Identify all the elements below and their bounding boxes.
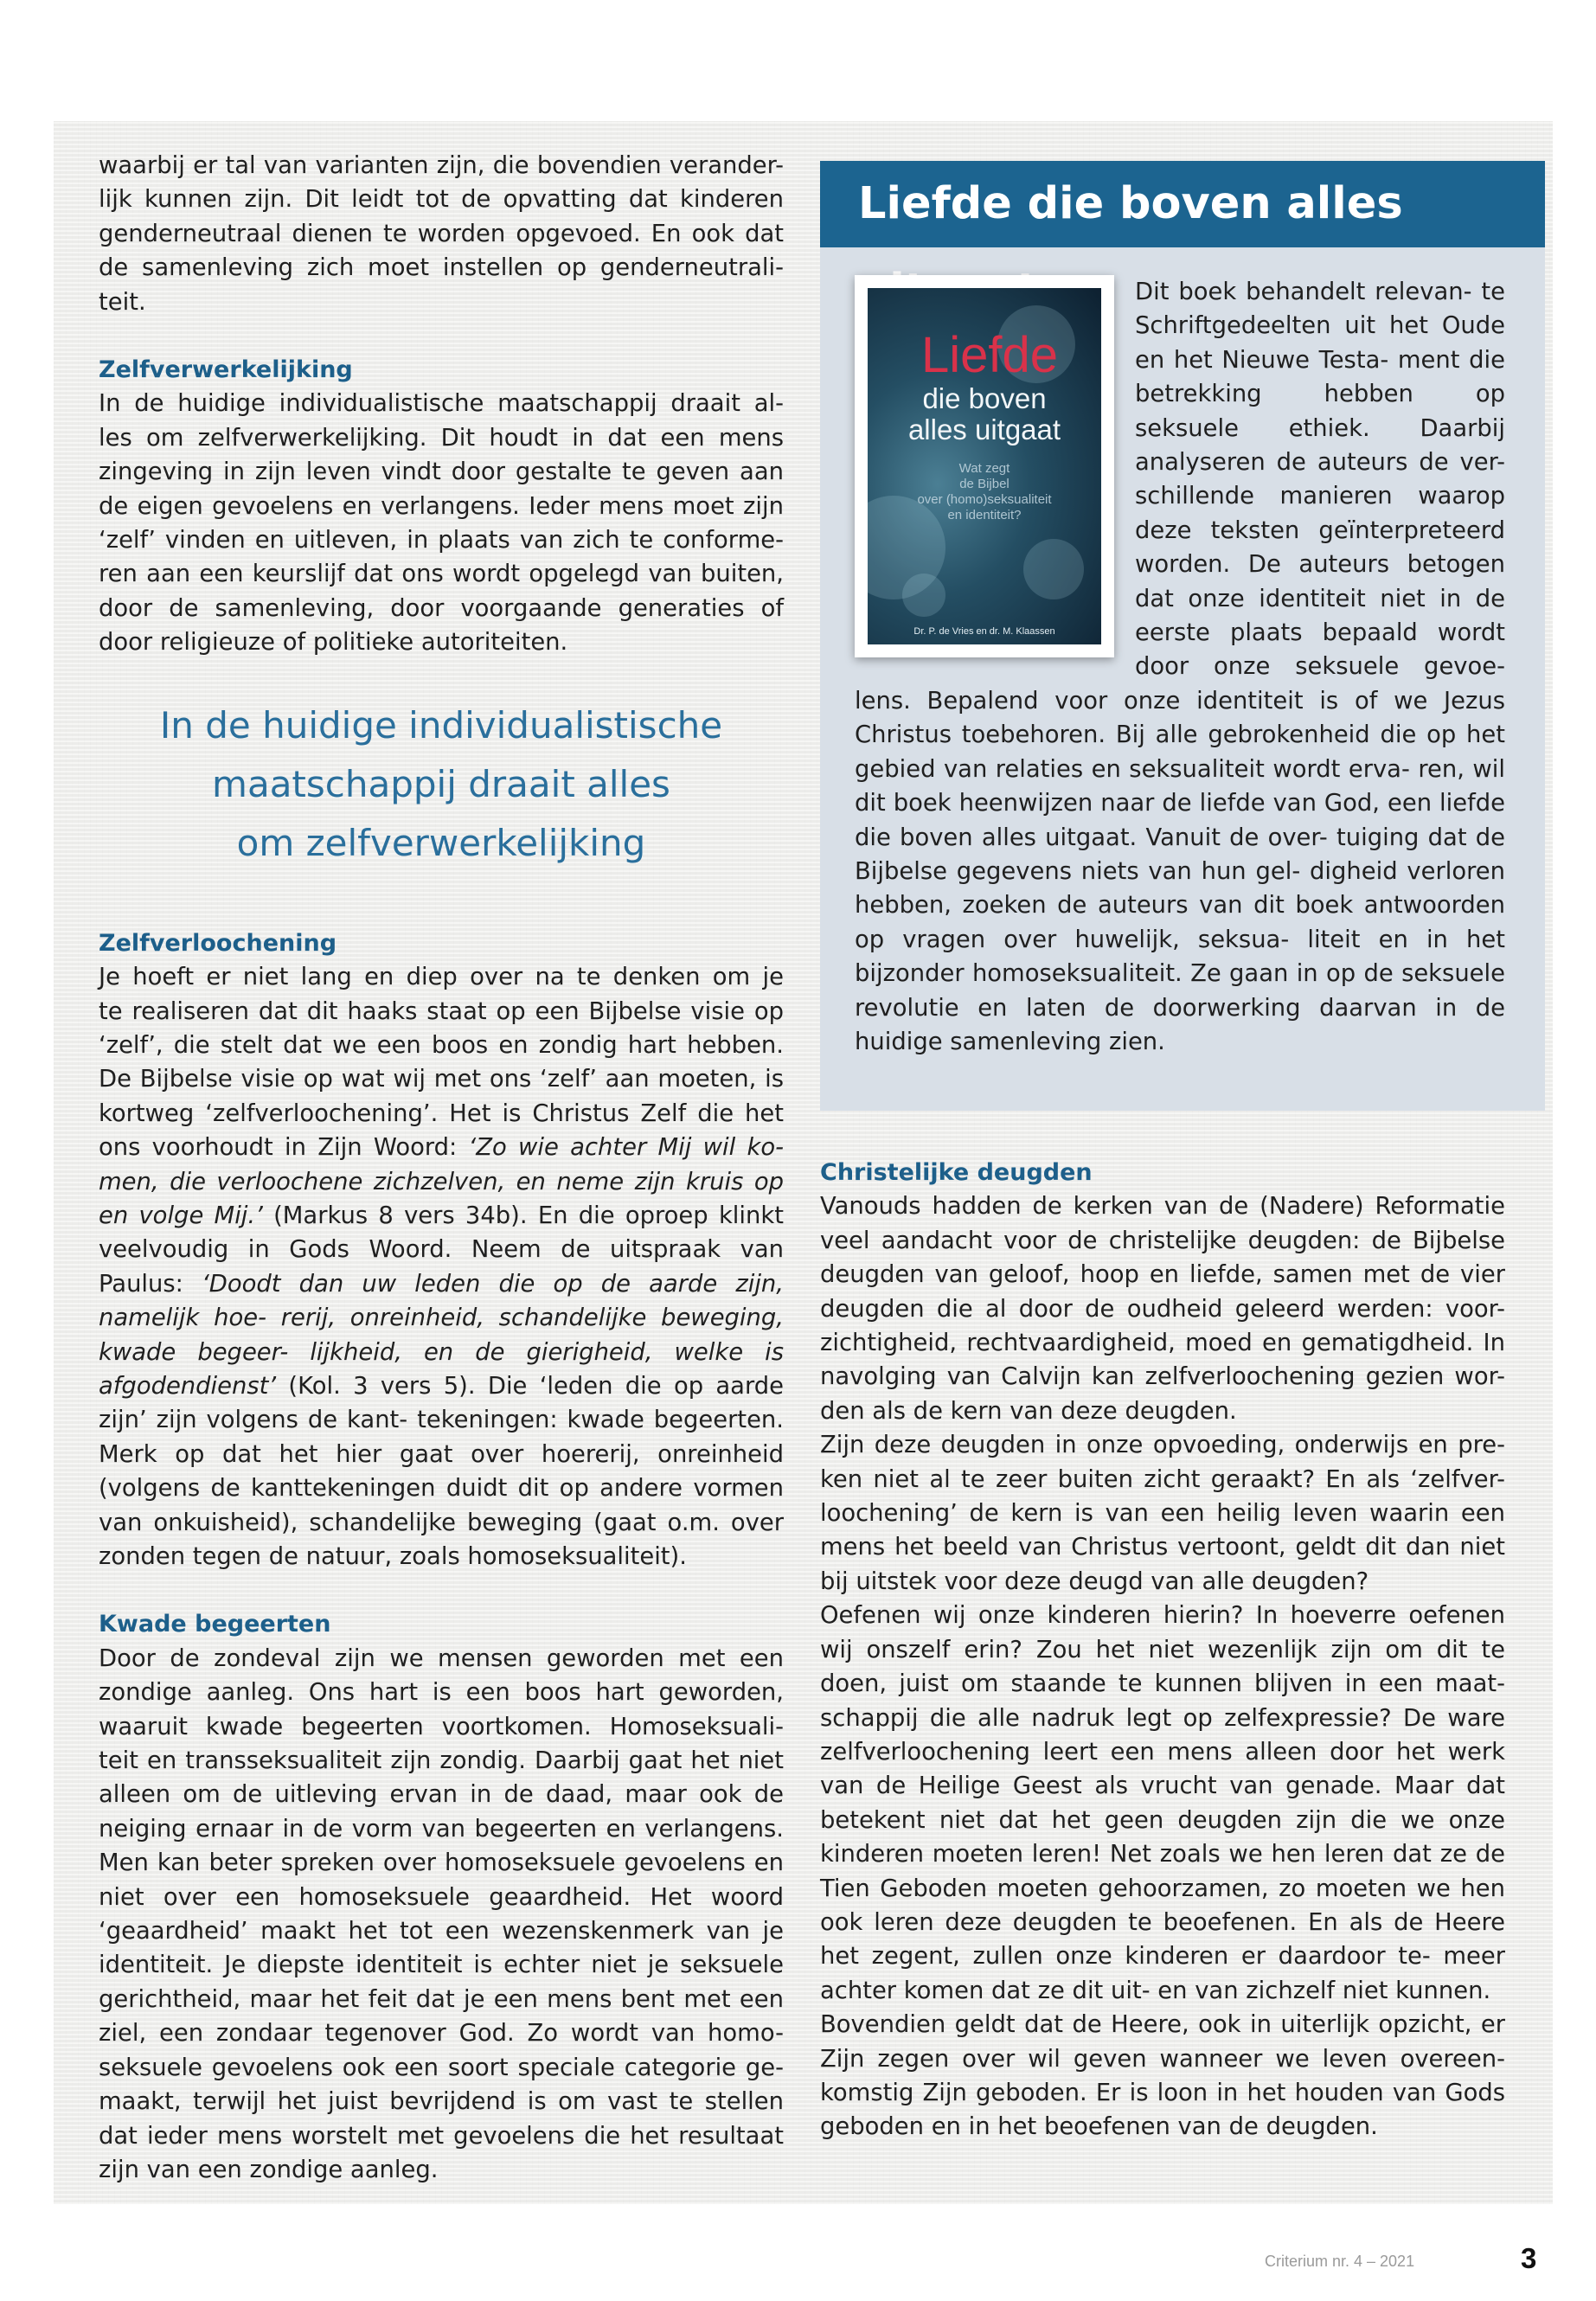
text-line: de eigen gevoelens en verlangens. Ieder mens moet zijn <box>99 492 784 520</box>
text-line: ons voorhoudt in Zijn Woord: <box>99 1134 458 1162</box>
box-title: Liefde die boven alles <box>820 161 1545 247</box>
pull-quote <box>99 696 784 873</box>
bible-quote-kolossenzen: ‘Doodt dan uw leden die op de aarde zijn, namelijk hoe- rerij, onreinheid, schandelijke beweging, kwade begeer- lijkheid, en de gierigheid, welke is afgodendienst’ <box>99 1270 785 1400</box>
zelfverwerkelijking-paragraph <box>99 387 784 659</box>
cover-title-white <box>868 383 1101 445</box>
journal-issue: Criterium nr. 4 – 2021 <box>1265 2253 1415 2270</box>
cover-authors: Dr. P. de Vries en dr. M. Klaassen <box>913 626 1055 637</box>
paragraph: Oefenen wij onze kinderen hierin? In hoeverre oefenen wij onszelf erin? Zou het niet wezenlijk zijn om dit te doen, juist om staande te kunnen blijven in een maat- schappij die alle nadruk legt op zelfexpressie? De ware zelfverloochening leert een mens alleen door het werk van de Heilige Geest als vrucht van genade. Maar dat betekent niet dat het geen deugden zijn die we onze kinderen moeten leren! Net zoals we hen leren dat ze de Tien Geboden moeten gehoorzamen, zo moeten we hen ook leren deze deugden te beoefenen. En als de Heere het zegent, zullen onze kinderen er daardoor te- meer achter komen dat ze dit uit- en van zichzelf niet kunnen. <box>820 1602 1505 2004</box>
text-line: De Bijbelse visie op wat wij met ons ‘zelf’ aan moeten, is <box>99 1066 784 1093</box>
heading-zelfverwerkelijking: Zelfverwerkelijking <box>99 356 353 384</box>
text-run: (Markus 8 vers 34b). En die oproep klinkt veelvoudig in Gods Woord. Neem de uitspraak van Paulus: <box>99 1202 784 1298</box>
cover-title-line: alles uitgaat <box>907 413 1061 445</box>
right-column <box>820 1156 1505 2144</box>
heading-kwade-begeerten: Kwade begeerten <box>99 1611 331 1638</box>
cover-subtitle-line: en identiteit? <box>947 508 1022 522</box>
text-line: door de samenleving, door voorgaande generaties of <box>99 594 784 622</box>
text-line: kortweg ‘zelfverloochening’. Het is Christus Zelf die het <box>99 1099 784 1127</box>
paragraph: Vanouds hadden de kerken van de (Nadere) Reformatie veel aandacht voor de christelijke deugden: de Bijbelse deugden van geloof, hoop en liefde, samen met de vier deugden die al door de oudheid geleerd werden: voor- zichtigheid, rechtvaardigheid, moed en gematigdheid. In navolging van Calvijn kan zelfverloochening gezien wor- den als de kern van deze deugden. <box>820 1193 1505 1425</box>
page-number: 3 <box>1521 2242 1537 2274</box>
text-line: les om zelfverwerkelijking. Dit houdt in dat een mens <box>99 424 784 452</box>
intro-line: teit. <box>99 288 146 316</box>
text-line: In de huidige individualistische maatschappij draait al- <box>99 390 784 418</box>
cover-subtitle <box>868 461 1101 523</box>
text-line: ‘zelf’, die stelt dat we een boos en zondig hart hebben. <box>99 1031 784 1059</box>
intro-line: lijk kunnen zijn. Dit leidt tot de opvatting dat kinderen <box>99 186 784 214</box>
text-line: Je hoeft er niet lang en diep over na te denken om je <box>99 964 784 991</box>
left-column <box>99 149 784 2187</box>
bible-quote-markus: ‘Zo wie achter Mij wil ko- men, die verloochene zichzelven, en neme zijn kruis op en volge Mij.’ <box>99 1134 784 1229</box>
paragraph: Zijn deze deugden in onze opvoeding, onderwijs en pre- ken niet al te zeer buiten zicht geraakt? En als ‘zelfver- loochening’ de kern is van een heilig leven waarin een mens het beeld van Christus vertoont, geldt dit dan niet bij uitstek voor deze deugd van alle deugden? <box>820 1432 1505 1595</box>
cover-subtitle-line: Wat zegt <box>958 461 1010 476</box>
text-line: door religieuze of politieke autoriteiten. <box>99 629 568 657</box>
kwade-begeerten-paragraph: Door de zondeval zijn we mensen geworden met een zondige aanleg. Ons hart is een boos hart geworden, waaruit kwade begeerten voortkomen. Homoseksuali- teit en transseksualiteit zijn zondig. Daarbij gaat het niet alleen om de uitleving ervan in de daad, maar ook de neiging ernaar in de vorm van begeerten en verlangens. Men kan beter spreken over homoseksuele gevoelens en niet over een homoseksuele geaardheid. Het woord ‘geaardheid’ maakt het tot een wezenskenmerk van je identiteit. Je diepste identiteit is echter niet je seksuele gerichtheid, maar het feit dat je een mens bent met een ziel, een zondaar tegenover God. Zo wordt van homo- seksuele gevoelens ook een soort speciale categorie ge- maakt, terwijl het juist bevrijdend is om vast te stellen dat ieder mens worstelt met gevoelens die het resultaat zijn van een zondige aanleg. <box>99 1644 784 2183</box>
heading-zelfverloochening: Zelfverloochening <box>99 929 337 957</box>
text-line: ren aan een keurslijf dat ons wordt opgelegd van buiten, <box>99 561 784 588</box>
book-cover <box>868 288 1101 644</box>
cover-title-line: die boven <box>922 382 1047 414</box>
book-review-box <box>820 161 1545 1111</box>
pull-quote-line: In de huidige individualistische <box>159 703 723 747</box>
heading-christelijke-deugden: Christelijke deugden <box>820 1159 1093 1186</box>
text-line: te realiseren dat dit haaks staat op een Bijbelse visie op <box>99 997 784 1025</box>
text-line: ‘zelf’ vinden en uitleven, in plaats van zich te conforme- <box>99 527 784 554</box>
intro-paragraph <box>99 149 784 319</box>
pull-quote-line: om zelfverwerkelijking <box>236 821 646 864</box>
cover-subtitle-line: over (homo)seksualiteit <box>917 492 1052 507</box>
intro-line: de samenleving zich moet instellen op genderneutrali- <box>99 254 784 282</box>
zelfverloochening-paragraph <box>99 960 784 1574</box>
text-line: zingeving in zijn leven vindt door gestalte te geven aan <box>99 458 784 486</box>
intro-line: waarbij er tal van varianten zijn, die bovendien verander- <box>99 152 784 179</box>
intro-line: genderneutraal dienen te worden opgevoed. En ook dat <box>99 220 784 247</box>
text-run: (Kol. 3 vers 5). Die ‘leden die op aarde zijn’ zijn volgens de kant- tekeningen: kwade begeerten. Merk op dat het hier gaat over hoererij, onreinheid (volgens de kanttekeningen duidt dit op andere vormen van onkuisheid), schandelijke beweging (gaat o.m. over zonden tegen de natuur, zoals homoseksualiteit). <box>99 1372 784 1570</box>
cover-title-red: Liefde <box>921 327 1059 383</box>
box-body <box>855 275 1505 1059</box>
paragraph: Bovendien geldt dat de Heere, ook in uiterlijk opzicht, er Zijn zegen over wil geven wanneer we leven overeen- komstig Zijn geboden. Er is loon in het houden van Gods geboden en in het beoefenen van de deugden. <box>820 2011 1505 2141</box>
box-text: Dit boek behandelt relevan- te Schriftgedeelten uit het Oude en het Nieuwe Testa- ment die betrekking hebben op seksuele ethiek. Daarbij analyseren de auteurs de ver- schillende manieren waarop deze teksten geïnterpreteerd worden. De auteurs betogen dat onze identiteit niet in de eerste plaats bepaald wordt door onze seksuele gevoe- lens. Bepalend voor onze identiteit is of we Jezus Christus toebehoren. Bij alle gebrokenheid die op het gebied van relaties en seksualiteit wordt erva- ren, wil dit boek heenwijzen naar de liefde van God, een liefde die boven alles uitgaat. Vanuit de over- tuiging dat de Bijbelse gegevens niets van hun gel- digheid verloren hebben, zoeken de auteurs van dit boek antwoorden op vragen over huwelijk, seksua- liteit en in het bijzonder homoseksualiteit. Ze gaan in op de seksuele revolutie en laten de doorwerking daarvan in de huidige samenleving zien. <box>855 279 1505 1055</box>
book-cover-image <box>855 275 1114 657</box>
cover-subtitle-line: de Bijbel <box>959 477 1010 491</box>
pull-quote-line: maatschappij draait alles <box>212 762 670 805</box>
